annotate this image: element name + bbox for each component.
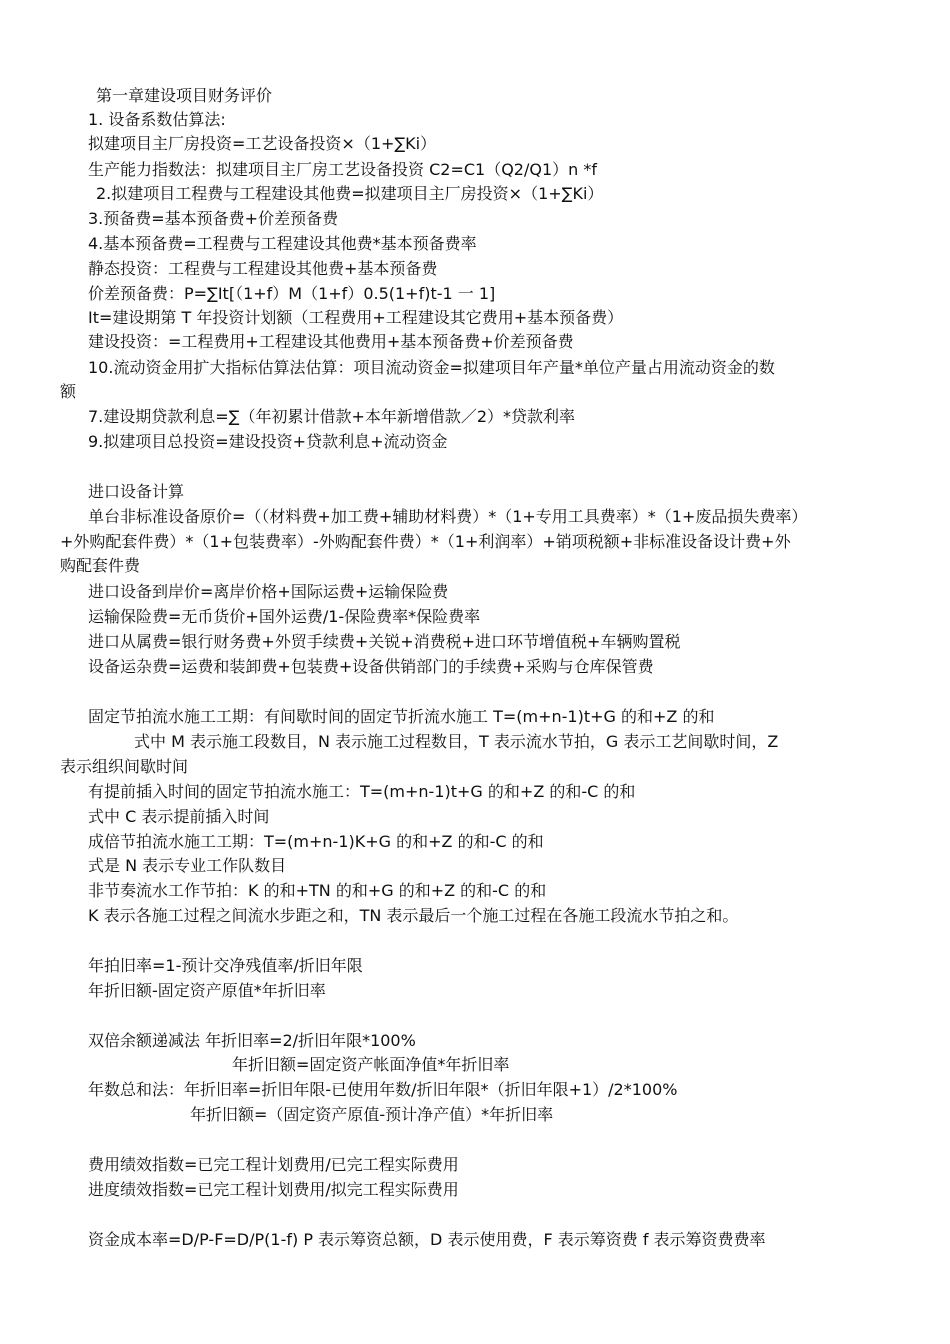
formula-note: 式中 C 表示提前插入时间 [88,807,270,826]
formula-line-wrap: +外购配套件费）*（1+包装费率）-外购配套件费）*（1+利润率）+销项税额+非标准设备设计费+外 [60,532,791,551]
formula-note: 式中 M 表示施工段数目，N 表示施工过程数目，T 表示流水节拍，G 表示工艺间歇时间，Z [134,732,779,751]
formula-line: 双倍余额递减法 年折旧率=2/折旧年限*100% [88,1031,416,1050]
formula-line: 进度绩效指数=已完工程计划费用/拟完工程实际费用 [88,1180,459,1199]
formula-line: 固定节拍流水施工工期：有间歇时间的固定节折流水施工 T=(m+n-1)t+G 的和+Z 的和 [88,707,715,726]
formula-note-wrap: 表示组织间歇时间 [60,757,189,776]
formula-line: 3.预备费=基本预备费+价差预备费 [88,209,339,228]
formula-line: 10.流动资金用扩大指标估算法估算：项目流动资金=拟建项目年产量*单位产量占用流动资金的数 [88,358,775,377]
formula-line: 生产能力指数法：拟建项目主厂房工艺设备投资 C2=C1（Q2/Q1）n *f [88,160,597,179]
formula-line-wrap: 购配套件费 [60,556,141,575]
formula-line-wrap: 额 [60,382,77,401]
formula-line: 单台非标准设备原价=（（材料费+加工费+辅助材料费）*（1+专用工具费率）*（1+废品损失费率） [88,507,808,526]
formula-note: 式是 N 表示专业工作队数目 [88,856,287,875]
formula-line: 年数总和法：年折旧率=折旧年限-已使用年数/折旧年限*（折旧年限+1）/2*100% [88,1080,678,1099]
formula-line: 年折旧额-固定资产原值*年折旧率 [88,981,326,1000]
formula-line: 9.拟建项目总投资=建设投资+贷款利息+流动资金 [88,432,448,451]
formula-note: K 表示各施工过程之间流水步距之和，TN 表示最后一个施工过程在各施工段流水节拍之和。 [88,906,739,925]
formula-line: 有提前插入时间的固定节拍流水施工：T=(m+n-1)t+G 的和+Z 的和-C 的和 [88,782,636,801]
formula-line: 设备运杂费=运费和装卸费+包装费+设备供销部门的手续费+采购与仓库保管费 [88,657,654,676]
formula-line: 进口从属费=银行财务费+外贸手续费+关锐+消费税+进口环节增值税+车辆购置税 [88,632,681,651]
formula-line: 7.建设期贷款利息=∑（年初累计借款+本年新增借款／2）*贷款利率 [88,407,576,426]
formula-line: 拟建项目主厂房投资=工艺设备投资×（1+∑Ki） [88,134,437,153]
formula-line: 资金成本率=D/P-F=D/P(1-f) P 表示筹资总额，D 表示使用费，F 表示筹资费 f 表示筹资费费率 [88,1230,766,1249]
item-equipment-coefficient: 1. 设备系数估算法: [88,110,226,129]
formula-line: 成倍节拍流水施工工期：T=(m+n-1)K+G 的和+Z 的和-C 的和 [88,832,544,851]
chapter-title: 第一章建设项目财务评价 [96,86,273,105]
section-heading: 进口设备计算 [88,482,185,501]
formula-line: 费用绩效指数=已完工程计划费用/已完工程实际费用 [88,1155,459,1174]
formula-line: 年折旧额=固定资产帐面净值*年折旧率 [232,1055,510,1074]
formula-line: 4.基本预备费=工程费与工程建设其他费*基本预备费率 [88,234,477,253]
formula-line: 建设投资：=工程费用+工程建设其他费用+基本预备费+价差预备费 [88,332,574,351]
formula-line: 进口设备到岸价=离岸价格+国际运费+运输保险费 [88,582,449,601]
formula-line: 运输保险费=无币货价+国外运费/1-保险费率*保险费率 [88,607,481,626]
formula-line: 价差预备费：P=∑It[（1+f）M（1+f）0.5(1+f)t-1 一 1] [88,284,496,303]
formula-line: 年拍旧率=1-预计交净残值率/折旧年限 [88,956,363,975]
formula-line: 年折旧额=（固定资产原值-预计净产值）*年折旧率 [190,1105,554,1124]
formula-line: 非节奏流水工作节拍：K 的和+TN 的和+G 的和+Z 的和-C 的和 [88,881,547,900]
formula-line: It=建设期第 T 年投资计划额（工程费用+工程建设其它费用+基本预备费） [88,308,624,327]
formula-line: 静态投资：工程费与工程建设其他费+基本预备费 [88,259,438,278]
formula-line: 2.拟建项目工程费与工程建设其他费=拟建项目主厂房投资×（1+∑Ki） [96,184,604,203]
